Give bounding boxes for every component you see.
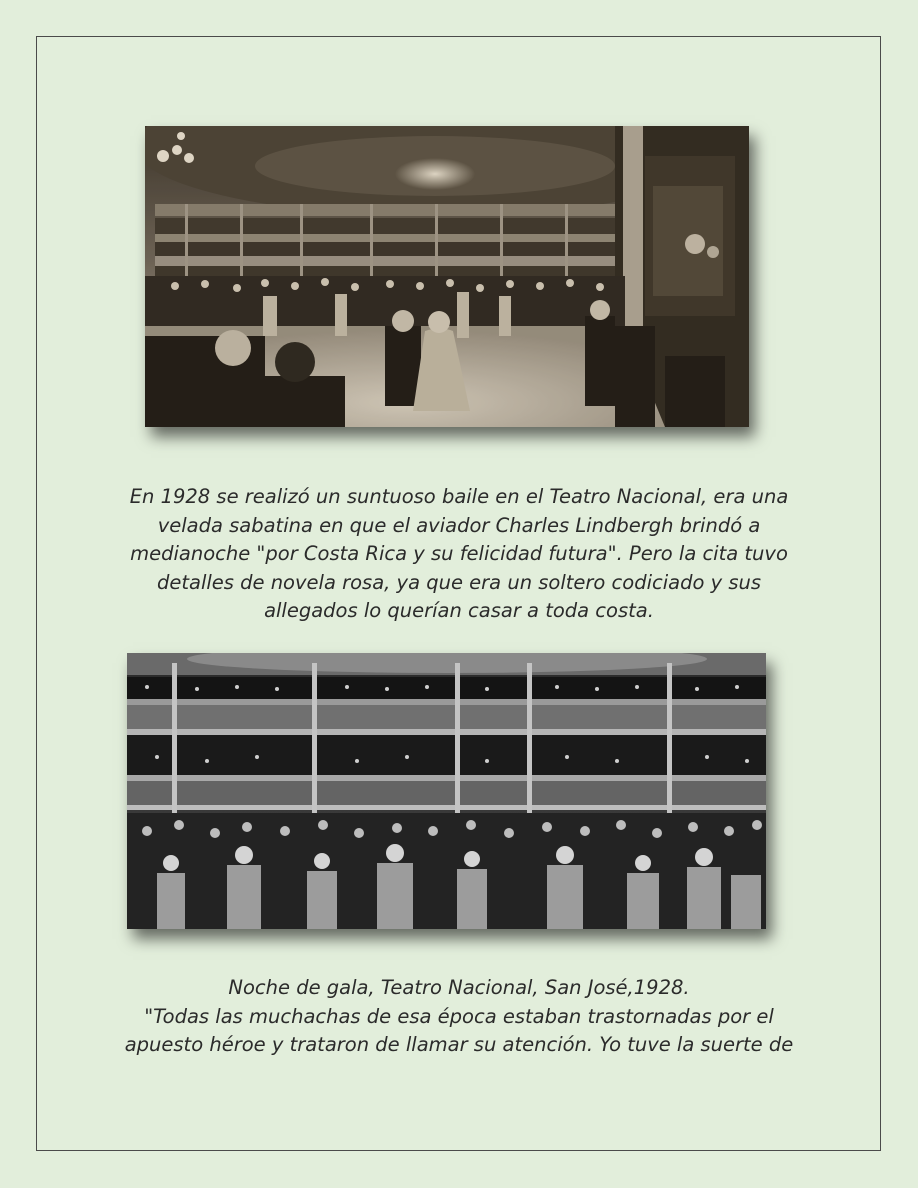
- gala-night-photo-graphic: [127, 653, 766, 929]
- caption-1-line: En 1928 se realizó un suntuoso baile en el Teatro Nacional, era una: [129, 485, 789, 508]
- caption-1-line: velada sabatina en que el aviador Charles Lindbergh brindó a: [157, 513, 761, 537]
- caption-1-line: detalles de novela rosa, ya que era un soltero codiciado y sus: [156, 570, 762, 594]
- caption-2-line: Noche de gala, Teatro Nacional, San José,1928.: [228, 976, 690, 999]
- gala-night-photo: [127, 653, 766, 929]
- ballroom-photo-1928: [145, 126, 749, 427]
- ballroom-photo-graphic: [145, 126, 749, 427]
- caption-2-line: apuesto héroe y trataron de llamar su atención. Yo tuve la suerte de: [124, 1033, 794, 1056]
- caption-2-line: "Todas las muchachas de esa época estaban trastornadas por el: [144, 1004, 774, 1028]
- caption-gala-night: [90, 974, 828, 1060]
- caption-lindbergh-ball: [100, 483, 818, 626]
- caption-1-line: allegados lo querían casar a toda costa.: [264, 599, 654, 622]
- caption-1-line: medianoche "por Costa Rica y su felicidad futura". Pero la cita tuvo: [130, 542, 788, 565]
